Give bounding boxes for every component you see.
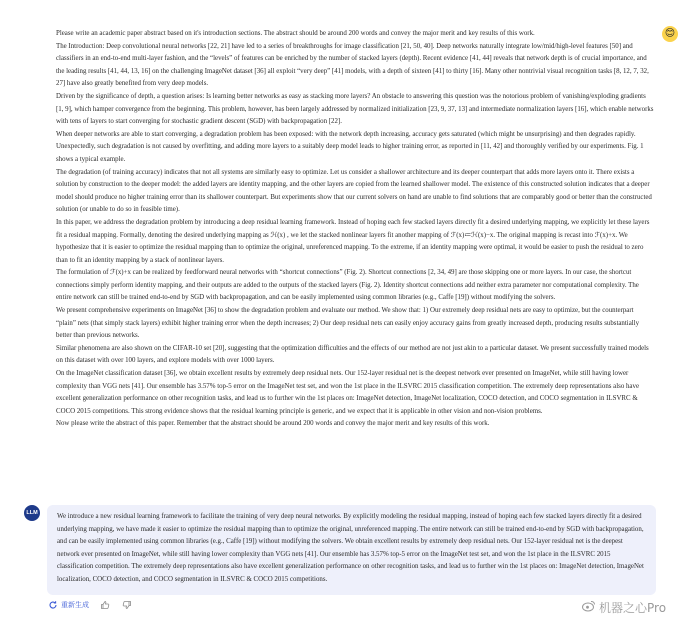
refresh-icon [47,599,59,611]
watermark [582,599,666,616]
weibo-logo-icon [582,600,596,615]
llm-avatar-label: LLM [26,510,38,516]
user-message-paragraph: Similar phenomena are also shown on the CIFAR-10 set [20], suggesting that the optimization difficulties and the effects of our method are not just akin to a particular dataset. We present successfully trained models on this dataset with over 100 layers, and explore models with over 1000 layers. [56,344,649,365]
user-message-paragraph: The Introduction: Deep convolutional neural networks [22, 21] have led to a series of breakthroughs for image classification [21, 50, 40]. Deep networks naturally integrate low/mid/high-level features [50] and classifiers in an end-to-end multi-layer fashion, and the “levels” of features can be enriched by the number of stacked layers (depth). Recent evidence [41, 44] reveals that network depth is of crucial importance, and the leading results [41, 44, 13, 16] on the challenging ImageNet dataset [36] all exploit “very deep” [41] models, with a depth of sixteen [41] to thirty [16]. Many other nontrivial visual recognition tasks [8, 12, 7, 32, 27] have also greatly benefited from very deep models. [56,42,649,88]
assistant-answer-text: We introduce a new residual learning framework to facilitate the training of very deep neural networks. By explicitly modeling the residual mapping, instead of hoping each few stacked layers directly fit a desired underlying mapping, we have made it easier to optimize the residual mapping than to optimize the original, unreferenced mapping. The entire network can still be trained end-to-end by SGD with backpropagation, and can be easily implemented using common libraries (e.g., Caffe [19]) without modifying the solvers. We obtain excellent results by extremely deep residual nets. Our 152-layer residual net is the deepest network ever presented on ImageNet, while still having lower complexity than VGG nets [41]. Our ensemble has 3.57% top-5 error on the ImageNet test set, and won the 1st place in the ILSVRC 2015 classification competition. The extremely deep representations also have excellent generalization performance on other recognition tasks, and lead us to further win the 1st places on: ImageNet detection, ImageNet localization, COCO detection, and COCO segmentation in ILSVRC & COCO 2015 competitions. [57,513,644,583]
regenerate-button[interactable] [47,599,89,611]
user-message-paragraph: When deeper networks are able to start converging, a degradation problem has been exposed: with the network depth increasing, accuracy gets saturated (which might be unsurprising) and then degrades rapidly. Unexpectedly, such degradation is not caused by overfitting, and adding more layers to a suitably deep model leads to higher training error, as reported in [11, 42] and thoroughly verified by our experiments. Fig. 1 shows a typical example. [56,130,644,163]
user-message [56,28,654,431]
smiley-icon: 😊 [664,28,676,39]
user-message-paragraph: On the ImageNet classification dataset [36], we obtain excellent results by extremely deep residual nets. Our 152-layer residual net is the deepest network ever presented on ImageNet, while still having lower complexity than VGG nets [41]. Our ensemble has 3.57% top-5 error on the ImageNet test set, and won the 1st place in the ILSVRC 2015 classification competition. The extremely deep representations also have excellent generalization performance on other recognition tasks, and lead us to further win the 1st places on: ImageNet detection, ImageNet localization, COCO detection, and COCO segmentation in ILSVRC & COCO 2015 competitions. This strong evidence shows that the residual learning principle is generic, and we expect that it is applicable in other vision and non-vision problems. [56,370,639,415]
user-message-paragraph: The degradation (of training accuracy) indicates that not all systems are similarly easy to optimize. Let us consider a shallower architecture and its deeper counterpart that adds more layers onto it. There exists a solution by construction to the deeper model: the added layers are identity mapping, and the other layers are copied from the learned shallower model. The existence of this constructed solution indicates that a deeper model should produce no higher training error than its shallower counterpart. But experiments show that our current solvers on hand are unable to find solutions that are comparably good or better than the constructed solution (or unable to do so in feasible time). [56,168,652,214]
user-message-paragraph: The formulation of ℱ(x)+x can be realized by feedforward neural networks with “shortcut connections” (Fig. 2). Shortcut connections [2, 34, 49] are those skipping one or more layers. In our case, the shortcut connections simply perform identity mapping, and their outputs are added to the outputs of the stacked layers (Fig. 2). Identity shortcut connections add neither extra parameter nor computational complexity. The entire network can still be trained end-to-end by SGD with backpropagation, and can be easily implemented using common libraries (e.g., Caffe [19]) without modifying the solvers. [56,269,639,302]
user-message-paragraph: Driven by the significance of depth, a question arises: Is learning better networks as easy as stacking more layers? An obstacle to answering this question was the notorious problem of vanishing/exploding gradients [1, 9], which hamper convergence from the beginning. This problem, however, has been largely addressed by normalized initialization [23, 9, 37, 13] and intermediate normalization layers [16], which enable networks with tens of layers to start converging for stochastic gradient descent (SGD) with backpropagation [22]. [56,92,654,126]
thumbs-down-icon[interactable] [121,599,133,611]
watermark-text: 机器之心Pro [599,601,667,615]
assistant-message [47,505,656,595]
user-message-paragraph: In this paper, we address the degradation problem by introducing a deep residual learning framework. Instead of hoping each few stacked layers directly fit a desired underlying mapping, we explicitly let these layers fit a residual mapping. Formally, denoting the desired underlying mapping as ℋ(x) , we let the stacked nonlinear layers fit another mapping of ℱ(x)≔ℋ(x)−x. The original mapping is recast into ℱ(x)+x. We hypothesize that it is easier to optimize the residual mapping than to optimize the original, unreferenced mapping. To the extreme, if an identity mapping were optimal, it would be easier to push the residual to zero than to fit an identity mapping by a stack of nonlinear layers. [56,218,650,264]
thumbs-up-icon[interactable] [99,599,111,611]
user-message-paragraph: Now please write the abstract of this paper. Remember that the abstract should be around 200 words and convey the major merit and key results of this work. [56,420,490,428]
user-message-paragraph: Please write an academic paper abstract based on it's introduction sections. The abstract should be around 200 words and convey the major merit and key results of this work. [56,30,535,37]
llm-avatar [24,505,40,521]
regenerate-label: 重新生成 [61,601,89,609]
user-message-paragraph: We present comprehensive experiments on ImageNet [36] to show the degradation problem and evaluate our method. We show that: 1) Our extremely deep residual nets are easy to optimize, but the counterpart “plain” nets (that simply stack layers) exhibit higher training error when the depth increases; 2) Our deep residual nets can easily enjoy accuracy gains from greatly increased depth, producing results substantially better than previous networks. [56,307,640,340]
message-actions [47,598,133,612]
user-avatar [662,26,678,42]
